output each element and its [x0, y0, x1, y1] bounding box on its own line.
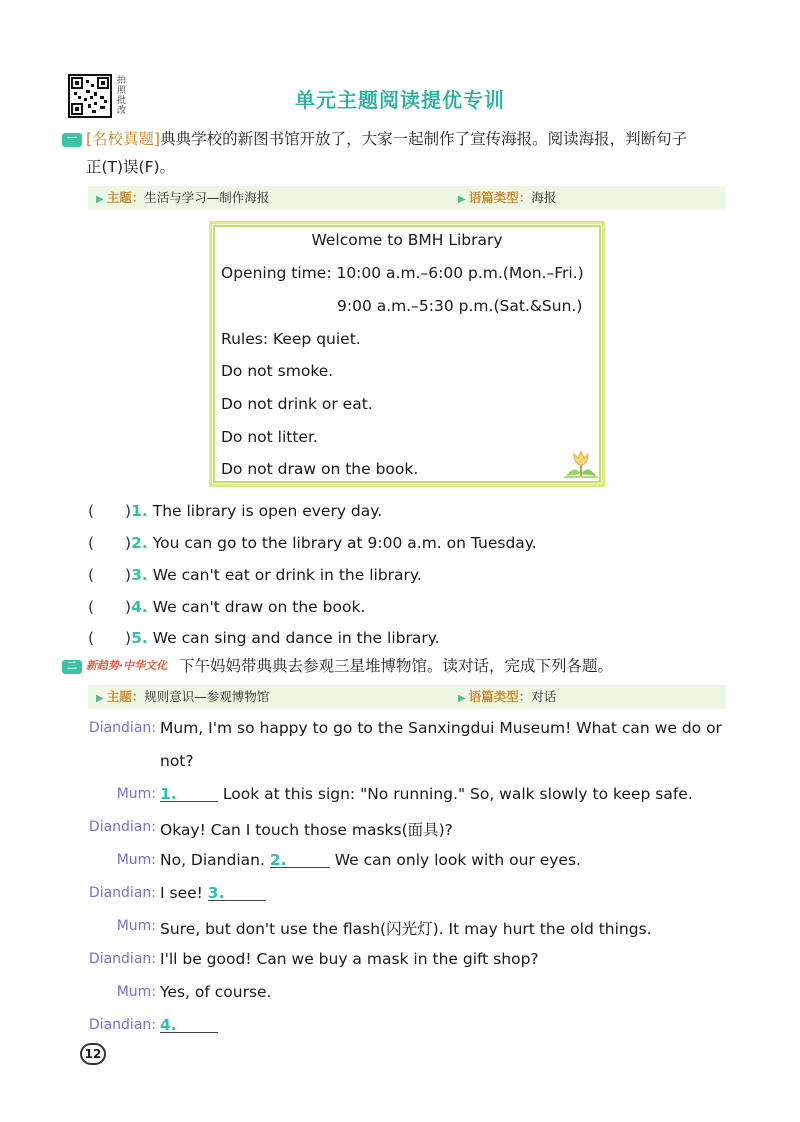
question-number: 1.	[131, 502, 148, 520]
blank-number: 1.	[160, 785, 177, 803]
poster-rule: Do not smoke.	[221, 362, 334, 380]
poster-rule: Do not litter.	[221, 428, 318, 446]
poster-rule: Do not drink or eat.	[221, 395, 373, 413]
speaker-label: Mum:	[116, 852, 156, 868]
play-triangle-icon: ▶	[458, 194, 466, 205]
question-text: We can't eat or drink in the library.	[152, 566, 422, 584]
page-number: 12	[80, 1043, 106, 1065]
dialogue-line: not?	[160, 752, 194, 770]
dialogue-line: I'll be good! Can we buy a mask in the gift shop?	[160, 950, 539, 968]
question-number: 3.	[131, 566, 148, 584]
play-triangle-icon: ▶	[96, 693, 104, 704]
dialogue-line: Mum, I'm so happy to go to the Sanxingdui Museum! What can we do or	[160, 719, 722, 737]
theme-value: 生活与学习—制作海报	[144, 190, 270, 205]
poster-rule: Rules: Keep quiet.	[221, 330, 361, 348]
dialogue-text: No, Diandian.	[160, 851, 270, 869]
section1-theme-bar	[88, 186, 726, 210]
speaker-label: Diandian:	[88, 885, 156, 901]
genre-value: 海报	[531, 190, 557, 205]
question-row	[88, 499, 382, 521]
play-triangle-icon: ▶	[96, 194, 104, 205]
poster-rule: Do not draw on the book.	[221, 460, 419, 478]
blank-number: 2.	[269, 851, 287, 869]
speaker-label: Diandian:	[88, 819, 156, 835]
page-title: 单元主题阅读提优专训	[295, 88, 505, 112]
question-row	[88, 595, 365, 617]
speaker-label: Diandian:	[88, 951, 156, 967]
poster-opening-weekend: 9:00 a.m.–5:30 p.m.(Sat.&Sun.)	[337, 297, 583, 315]
poster-opening-weekday: Opening time: 10:00 a.m.–6:00 p.m.(Mon.–Fri.)	[221, 264, 584, 282]
dialogue-line	[160, 1016, 218, 1034]
section2-tag: 新趋势·中华文化	[86, 659, 168, 672]
dialogue-line	[160, 785, 693, 803]
section-number-badge: 一	[62, 133, 82, 147]
question-text: The library is open every day.	[152, 502, 383, 520]
dialogue-line: Okay! Can I touch those masks(面具)?	[160, 821, 453, 839]
theme-label: 主题：	[106, 190, 145, 205]
section1-text-line2: 正(T)误(F)。	[86, 158, 176, 176]
section2-theme-bar	[88, 685, 726, 709]
dialogue-text: We can only look with our eyes.	[329, 851, 581, 869]
play-triangle-icon: ▶	[458, 693, 466, 704]
speaker-label: Mum:	[116, 984, 156, 1000]
answer-blank[interactable]: ( )	[88, 598, 132, 616]
question-text: You can go to the library at 9:00 a.m. on Tuesday.	[152, 534, 537, 552]
speaker-label: Diandian:	[88, 1017, 156, 1033]
dialogue-text: Look at this sign: "No running." So, walk slowly to keep safe.	[218, 785, 693, 803]
theme-value: 规则意识—参观博物馆	[144, 689, 270, 704]
dialogue-text: I see!	[160, 884, 208, 902]
question-row	[88, 531, 537, 553]
question-number: 5.	[131, 629, 148, 647]
dialogue-line: Yes, of course.	[160, 983, 272, 1001]
dialogue-line	[160, 851, 581, 869]
section2-instructions: 下午妈妈带典典去参观三星堆博物馆。读对话，完成下列各题。	[179, 657, 614, 675]
qr-caption: 拍照批改	[117, 76, 127, 116]
section-number-badge: 二	[62, 660, 82, 674]
speaker-label: Diandian:	[88, 720, 156, 736]
dialogue-line	[160, 884, 266, 902]
genre-label: 语篇类型：	[468, 689, 532, 704]
question-number: 2.	[131, 534, 148, 552]
genre-label: 语篇类型：	[468, 190, 532, 205]
poster-title: Welcome to BMH Library	[311, 231, 503, 249]
answer-blank[interactable]	[208, 884, 266, 901]
dialogue-line: Sure, but don't use the flash(闪光灯). It may hurt the old things.	[160, 920, 652, 938]
answer-blank[interactable]: ( )	[88, 534, 132, 552]
speaker-label: Mum:	[116, 918, 156, 934]
question-number: 4.	[131, 598, 148, 616]
tulip-icon	[562, 446, 600, 480]
answer-blank[interactable]	[270, 851, 330, 868]
genre-value: 对话	[531, 689, 557, 704]
answer-blank[interactable]	[160, 1016, 218, 1033]
answer-blank[interactable]: ( )	[88, 629, 132, 647]
question-row	[88, 563, 422, 585]
question-row	[88, 626, 440, 648]
section1-instructions	[86, 125, 746, 153]
blank-number: 4.	[160, 1016, 177, 1034]
question-text: We can't draw on the book.	[152, 598, 366, 616]
question-text: We can sing and dance in the library.	[152, 629, 440, 647]
answer-blank[interactable]	[160, 785, 218, 802]
speaker-label: Mum:	[116, 786, 156, 802]
blank-number: 3.	[207, 884, 225, 902]
theme-label: 主题：	[106, 689, 145, 704]
section1-tag: [名校真题]	[86, 130, 161, 148]
section1-text-line1: 典典学校的新图书馆开放了，大家一起制作了宣传海报。阅读海报，判断句子	[160, 130, 688, 148]
answer-blank[interactable]: ( )	[88, 566, 132, 584]
answer-blank[interactable]: ( )	[88, 502, 132, 520]
